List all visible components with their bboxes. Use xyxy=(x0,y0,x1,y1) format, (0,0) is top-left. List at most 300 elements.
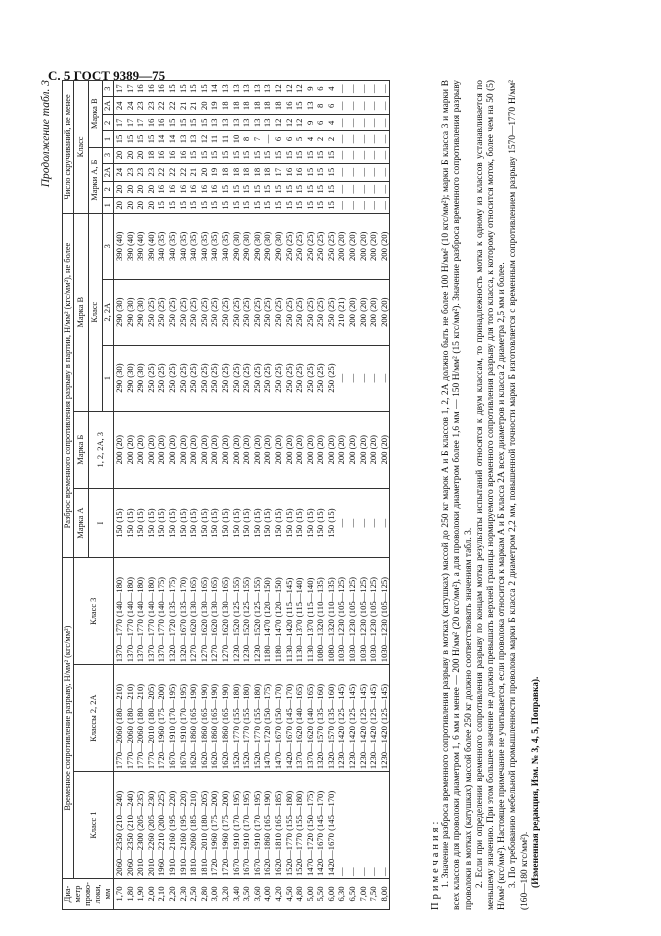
table-cell: 13 xyxy=(305,97,316,115)
table-row xyxy=(315,81,326,910)
table-cell: 15 xyxy=(241,197,252,213)
table-cell: 1230—1420 (125—145) xyxy=(368,665,379,772)
table-cell: 16 xyxy=(178,181,189,197)
table-cell: — xyxy=(379,81,390,97)
table-cell: 15 xyxy=(315,181,326,197)
table-row xyxy=(336,81,347,910)
table-cell: 200 (20) xyxy=(379,411,390,488)
table-cell: 13 xyxy=(209,115,220,131)
note-3: 3. По требованию мебельной промышленности проволока марки Б класса 2 диаметром 2,2 мм, повышенной точности марки Б изготовляется с временным сопротивлением разрыву 1570—1770 Н/мм² (160—180 кгс/мм²). xyxy=(508,80,530,910)
table-cell: 340 (35) xyxy=(167,213,178,279)
table-cell: 15 xyxy=(252,147,263,163)
table-cell: — xyxy=(347,197,358,213)
twist-ab-2: 2 xyxy=(103,181,114,197)
table-cell: — xyxy=(368,197,379,213)
table-cell: 1770—2060 (180—210) xyxy=(125,665,136,772)
table-cell: 15 xyxy=(326,163,337,181)
table-cell: 290 (30) xyxy=(231,213,242,279)
table-cell: 150 (15) xyxy=(125,488,136,557)
table-cell: 6 xyxy=(315,81,326,97)
table-cell: 1810—2010 (180—205) xyxy=(199,772,210,879)
table-cell: — xyxy=(379,115,390,131)
table-cell: 200 (20) xyxy=(368,279,379,345)
table-cell: 19 xyxy=(209,97,220,115)
table-cell: 200 (20) xyxy=(315,411,326,488)
table-row xyxy=(231,81,242,910)
table-cell: 150 (15) xyxy=(252,488,263,557)
table-cell: 11 xyxy=(209,131,220,147)
table-cell: 1720—1960 (175—200) xyxy=(156,665,167,772)
table-cell: 290 (30) xyxy=(125,345,136,411)
table-cell: 250 (25) xyxy=(305,279,316,345)
table-cell: 20 xyxy=(125,197,136,213)
table-cell: 20 xyxy=(114,147,125,163)
twist-ab-3: 3 xyxy=(103,147,114,163)
table-cell: 15 xyxy=(294,181,305,197)
table-cell: 1770—2060 (180—210) xyxy=(114,665,125,772)
table-cell: — xyxy=(379,147,390,163)
table-cell: 1270—1620 (130—165) xyxy=(188,558,199,665)
table-cell: 1470—1720 (150—175) xyxy=(262,665,273,772)
table-cell: 290 (30) xyxy=(125,279,136,345)
table-cell: 15 xyxy=(156,197,167,213)
table-cell: 15 xyxy=(231,197,242,213)
table-cell: 200 (20) xyxy=(336,411,347,488)
table-cell: 20 xyxy=(125,181,136,197)
table-cell: 15 xyxy=(188,81,199,97)
col-spread-header: Разброс временного сопротивления разрыву в партии, Н/мм² (кгс/мм²), не более xyxy=(63,213,74,557)
table-cell: 16 xyxy=(167,147,178,163)
table-cell: 1230—1420 (125—145) xyxy=(347,665,358,772)
table-cell: 2 xyxy=(326,131,337,147)
table-cell: 250 (25) xyxy=(315,345,326,411)
table-cell: 1670—1910 (170—195) xyxy=(231,772,242,879)
table-cell: 18 xyxy=(241,97,252,115)
sub-i: I xyxy=(88,488,114,557)
table-cell: 15 xyxy=(262,197,273,213)
table-cell: 250 (25) xyxy=(284,279,295,345)
table-cell: 15 xyxy=(305,181,316,197)
table-cell: 16 xyxy=(178,147,189,163)
table-cell: 1370—1770 (140—180) xyxy=(125,558,136,665)
table-cell: 1520—1770 (155—180) xyxy=(284,772,295,879)
table-cell: 250 (25) xyxy=(209,345,220,411)
table-cell: 200 (20) xyxy=(379,279,390,345)
table-cell: 250 (25) xyxy=(326,279,337,345)
table-cell: 200 (20) xyxy=(114,411,125,488)
table-cell: — xyxy=(379,345,390,411)
table-cell: — xyxy=(368,163,379,181)
table-cell: 16 xyxy=(156,181,167,197)
table-cell: 1230—1520 (125—155) xyxy=(231,558,242,665)
table-row xyxy=(156,81,167,910)
table-cell: 250 (25) xyxy=(156,345,167,411)
table-cell: 250 (25) xyxy=(326,213,337,279)
table-cell: 1520—1770 (155—180) xyxy=(252,665,263,772)
table-cell: — xyxy=(368,97,379,115)
table-cell: 1230—1420 (125—145) xyxy=(358,665,369,772)
table-cell: 13 xyxy=(178,131,189,147)
table-cell: 1270—1620 (130—165) xyxy=(209,558,220,665)
table-cell: 18 xyxy=(231,97,242,115)
table-cell: 1910—2160 (195—220) xyxy=(167,772,178,879)
table-cell: 200 (20) xyxy=(209,411,220,488)
table-cell: 250 (25) xyxy=(146,345,157,411)
table-body xyxy=(114,81,390,910)
table-cell: 18 xyxy=(262,97,273,115)
table-cell: 4 xyxy=(326,81,337,97)
cell-diameter: 1,80 xyxy=(125,879,136,910)
table-cell: 15 xyxy=(199,147,210,163)
table-cell: 1770—2010 (180—205) xyxy=(146,665,157,772)
cell-diameter: 5,50 xyxy=(315,879,326,910)
twist-ab-2a: 2А xyxy=(103,163,114,181)
table-cell: 1370—1620 (140—165) xyxy=(305,665,316,772)
table-row xyxy=(358,81,369,910)
table-cell: 15 xyxy=(135,131,146,147)
table-cell: 150 (15) xyxy=(294,488,305,557)
table-row xyxy=(379,81,390,910)
table-cell: — xyxy=(347,115,358,131)
table-cell: 18 xyxy=(262,163,273,181)
table-cell: 15 xyxy=(273,147,284,163)
table-cell: 200 (20) xyxy=(146,411,157,488)
table-cell: — xyxy=(347,345,358,411)
table-cell: 1420—1670 (145—170) xyxy=(326,772,337,879)
table-cell: 22 xyxy=(156,163,167,181)
table-cell: 15 xyxy=(305,163,316,181)
table-cell: 15 xyxy=(209,147,220,163)
table-cell: — xyxy=(358,345,369,411)
table-cell: — xyxy=(336,197,347,213)
table-row xyxy=(347,81,358,910)
table-row xyxy=(135,81,146,910)
table-cell: 1080—1320 (110—135) xyxy=(315,558,326,665)
table-cell: 250 (25) xyxy=(231,345,242,411)
cell-diameter: 5,00 xyxy=(305,879,316,910)
table-cell: 20 xyxy=(199,163,210,181)
table-cell: 24 xyxy=(114,163,125,181)
table-cell: 16 xyxy=(146,115,157,131)
table-cell: — xyxy=(262,131,273,147)
table-cell: — xyxy=(336,163,347,181)
cell-diameter: 2,20 xyxy=(167,879,178,910)
cell-diameter: 2,00 xyxy=(146,879,157,910)
table-cell: 200 (20) xyxy=(231,411,242,488)
table-cell: 340 (35) xyxy=(178,213,189,279)
twist-v-2: 2 xyxy=(103,115,114,131)
table-cell: 1270—1620 (130—165) xyxy=(220,558,231,665)
table-row xyxy=(146,81,157,910)
table-row xyxy=(167,81,178,910)
table-cell: 6 xyxy=(273,131,284,147)
table-cell: 250 (25) xyxy=(294,345,305,411)
table-cell: 14 xyxy=(167,131,178,147)
table-row xyxy=(368,81,379,910)
table-cell: 250 (25) xyxy=(252,345,263,411)
table-cell: 210 (21) xyxy=(336,279,347,345)
table-cell: 9 xyxy=(305,81,316,97)
table-cell: 340 (35) xyxy=(156,213,167,279)
cell-diameter: 2,50 xyxy=(188,879,199,910)
table-cell: 15 xyxy=(167,115,178,131)
wire-properties-table xyxy=(62,80,390,910)
table-cell: 15 xyxy=(178,81,189,97)
table-cell: 1230—1520 (125—155) xyxy=(241,558,252,665)
table-cell: 200 (20) xyxy=(347,411,358,488)
table-cell: 1520—1770 (155—180) xyxy=(231,665,242,772)
table-cell: 250 (25) xyxy=(209,279,220,345)
table-cell: 1080—1320 (110—135) xyxy=(326,558,337,665)
table-cell: 18 xyxy=(252,163,263,181)
table-cell: 16 xyxy=(284,97,295,115)
table-cell: — xyxy=(347,131,358,147)
table-cell: — xyxy=(347,163,358,181)
table-cell: 23 xyxy=(146,163,157,181)
table-cell: 13 xyxy=(241,115,252,131)
table-cell: 15 xyxy=(284,147,295,163)
table-cell: 15 xyxy=(241,147,252,163)
table-cell: 16 xyxy=(156,115,167,131)
table-cell: 250 (25) xyxy=(178,279,189,345)
table-cell: 21 xyxy=(178,97,189,115)
table-cell: 390 (40) xyxy=(114,213,125,279)
table-cell: 23 xyxy=(135,97,146,115)
table-cell: 250 (25) xyxy=(178,345,189,411)
table-cell: 200 (20) xyxy=(167,411,178,488)
table-cell: 150 (15) xyxy=(156,488,167,557)
table-cell: 1230—1520 (125—155) xyxy=(252,558,263,665)
table-row xyxy=(114,81,125,910)
table-cell: 250 (25) xyxy=(284,213,295,279)
table-cell: 290 (30) xyxy=(252,213,263,279)
note-1: 1. Значение разброса временного сопротивления разрыву в мотках (катушках) массой до 250 кг марок А и Б классов 1, 2, 2А должно быть не более 100 Н/мм² (10 кгс/мм²); марки Б класса 3 и марки В всех классов для проволоки диаметром 1, 6 мм и менее — 200 Н/мм² (20 кгс/мм²), а для проволоки диаметром более 1,6 мм — 150 Н/мм² (15 кгс/мм²). Значение разброса временного сопротивления разрыву проволоки в мотках (катушках) массой более 250 кг должно соответствовать значениям табл. 3. xyxy=(441,80,474,910)
table-cell: 20 xyxy=(125,147,136,163)
table-cell: 340 (35) xyxy=(220,213,231,279)
table-cell: 290 (30) xyxy=(241,213,252,279)
table-cell: 18 xyxy=(231,163,242,181)
table-cell: 250 (25) xyxy=(199,279,210,345)
table-cell: 250 (25) xyxy=(294,279,305,345)
table-cell: 2 xyxy=(315,131,326,147)
table-cell: 18 xyxy=(146,147,157,163)
table-cell: 15 xyxy=(284,181,295,197)
table-cell: 16 xyxy=(199,181,210,197)
table-cell: — xyxy=(379,131,390,147)
table-cell: 12 xyxy=(294,115,305,131)
table-cell: 1320—1570 (135—160) xyxy=(326,665,337,772)
table-cell: 1720—1960 (175—200) xyxy=(220,772,231,879)
table-cell: 1520—1770 (155—180) xyxy=(241,665,252,772)
table-cell: 200 (20) xyxy=(220,411,231,488)
table-cell: 200 (20) xyxy=(241,411,252,488)
table-cell: 22 xyxy=(167,163,178,181)
table-cell: 340 (35) xyxy=(199,213,210,279)
table-cell: — xyxy=(347,181,358,197)
table-cell: 1370—1770 (140—180) xyxy=(114,558,125,665)
table-cell: — xyxy=(368,147,379,163)
table-cell: 1670—1910 (170—195) xyxy=(178,665,189,772)
table-row xyxy=(178,81,189,910)
table-cell: 1030—1230 (105—125) xyxy=(379,558,390,665)
table-cell: — xyxy=(336,488,347,557)
table-cell: — xyxy=(347,488,358,557)
table-cell: 15 xyxy=(305,147,316,163)
table-cell: 4 xyxy=(326,115,337,131)
table-cell: 6 xyxy=(284,131,295,147)
table-cell: 1420—1670 (145—170) xyxy=(284,665,295,772)
table-cell: — xyxy=(368,772,379,879)
table-cell: 250 (25) xyxy=(294,213,305,279)
table-cell: 200 (20) xyxy=(284,411,295,488)
table-cell: 18 xyxy=(252,97,263,115)
table-cell: — xyxy=(379,488,390,557)
table-cell: 21 xyxy=(188,163,199,181)
table-cell: 1320—1670 (135—170) xyxy=(178,558,189,665)
table-cell: 250 (25) xyxy=(167,279,178,345)
col-diameter-header: Диа-метр прово-локи, мм xyxy=(63,879,114,910)
table-row xyxy=(199,81,210,910)
table-cell: 17 xyxy=(125,115,136,131)
table-row xyxy=(262,81,273,910)
table-cell: 20 xyxy=(114,197,125,213)
table-cell: — xyxy=(336,181,347,197)
table-cell: 18 xyxy=(273,97,284,115)
rotated-page-content xyxy=(40,80,630,910)
table-cell: 20 xyxy=(146,197,157,213)
table-cell: 21 xyxy=(188,97,199,115)
table-cell: 1420—1670 (145—170) xyxy=(315,772,326,879)
table-cell: 250 (25) xyxy=(284,345,295,411)
table-cell: 15 xyxy=(315,163,326,181)
table-cell: 2010—2260 (205—230) xyxy=(146,772,157,879)
table-cell: 1770—2060 (180—210) xyxy=(135,665,146,772)
twist-v-1: 1 xyxy=(103,131,114,147)
table-cell: — xyxy=(358,131,369,147)
table-row xyxy=(125,81,136,910)
table-cell: 200 (20) xyxy=(379,213,390,279)
col-twists-header: Число скручиваний, не менее xyxy=(63,81,74,214)
table-cell: 16 xyxy=(167,181,178,197)
table-cell: 13 xyxy=(220,81,231,97)
table-cell: 1670—1910 (170—195) xyxy=(167,665,178,772)
table-cell: 22 xyxy=(167,97,178,115)
table-cell: 1810—2060 (185—210) xyxy=(188,772,199,879)
table-cell: 290 (30) xyxy=(135,345,146,411)
table-cell: 200 (20) xyxy=(252,411,263,488)
table-cell: 200 (20) xyxy=(125,411,136,488)
table-cell: 200 (20) xyxy=(358,279,369,345)
table-row xyxy=(326,81,337,910)
table-cell: 12 xyxy=(273,81,284,97)
col-marka-v-header: Марка В xyxy=(74,213,89,411)
table-cell: 20 xyxy=(146,181,157,197)
table-cell: 250 (25) xyxy=(273,279,284,345)
table-cell: 15 xyxy=(125,131,136,147)
table-cell: 15 xyxy=(188,147,199,163)
table-cell: — xyxy=(358,115,369,131)
table-cell: 340 (35) xyxy=(188,213,199,279)
table-cell: 250 (25) xyxy=(241,279,252,345)
table-cell: — xyxy=(368,131,379,147)
table-cell: 5 xyxy=(294,131,305,147)
table-cell: — xyxy=(368,115,379,131)
table-cell: 13 xyxy=(231,81,242,97)
table-cell: 15 xyxy=(209,197,220,213)
table-cell: 250 (25) xyxy=(188,345,199,411)
table-cell: 8 xyxy=(241,131,252,147)
table-cell: 16 xyxy=(294,163,305,181)
table-cell: 14 xyxy=(209,81,220,97)
cell-diameter: 4,80 xyxy=(294,879,305,910)
table-cell: 24 xyxy=(114,97,125,115)
table-cell: 15 xyxy=(252,181,263,197)
table-cell: 150 (15) xyxy=(262,488,273,557)
table-cell: 15 xyxy=(315,197,326,213)
table-cell: 13 xyxy=(220,115,231,131)
table-cell: 12 xyxy=(199,131,210,147)
table-cell: 150 (15) xyxy=(114,488,125,557)
table-cell: 6 xyxy=(326,97,337,115)
table-cell: 1470—1670 (150—170) xyxy=(273,665,284,772)
table-cell: 1620—1860 (165—190) xyxy=(188,665,199,772)
table-cell: — xyxy=(379,97,390,115)
table-cell: 13 xyxy=(252,115,263,131)
table-cell: 8 xyxy=(315,97,326,115)
table-cell: 16 xyxy=(146,81,157,97)
table-cell: — xyxy=(358,197,369,213)
table-cell: 15 xyxy=(273,197,284,213)
twist-v-2a: 2А xyxy=(103,97,114,115)
table-cell: 1030—1230 (105—125) xyxy=(336,558,347,665)
table-cell: 200 (20) xyxy=(262,411,273,488)
table-cell: 150 (15) xyxy=(167,488,178,557)
cell-diameter: 7,50 xyxy=(368,879,379,910)
table-cell: 20 xyxy=(199,97,210,115)
table-row xyxy=(294,81,305,910)
table-cell: 11 xyxy=(220,131,231,147)
table-cell: 6 xyxy=(315,115,326,131)
table-cell: 150 (15) xyxy=(209,488,220,557)
sub-klass-1: 1 xyxy=(103,345,114,411)
table-cell: 390 (40) xyxy=(125,213,136,279)
col-marka-b-header: Марка Б xyxy=(74,411,89,488)
table-cell: 12 xyxy=(284,81,295,97)
table-cell: 15 xyxy=(199,81,210,97)
table-cell: 12 xyxy=(273,115,284,131)
cell-diameter: 7,00 xyxy=(358,879,369,910)
table-cell: 20 xyxy=(135,181,146,197)
table-cell: 16 xyxy=(209,181,220,197)
table-cell: 15 xyxy=(315,147,326,163)
sub-klass-22a: 2, 2А xyxy=(103,279,114,345)
table-cell: 1030—1230 (105—125) xyxy=(347,558,358,665)
table-cell: 23 xyxy=(125,163,136,181)
note-2: 2. Если при определении временного сопротивления разрыву по концам мотка результаты испытаний относятся к двум классам, то принадлежность мотка к одному из классов устанавливается по меньшему значению. При этом большее значение не должно превышать верхней границы нормируемого временного сопротивления разрыву для того класса, к которому относится моток, более чем на 50 (5) Н/мм² (кгс/мм²). Настоящее примечание не учитывается, если проволока относится к маркам А и Б класса 2А всех диаметров и класса 2 диаметра 2,5 мм и более. xyxy=(474,80,508,910)
continuation-label: Продолжение табл. 3 xyxy=(40,80,52,188)
table-cell: 290 (30) xyxy=(135,279,146,345)
table-row xyxy=(305,81,316,910)
table-cell: 4 xyxy=(305,131,316,147)
table-cell: 15 xyxy=(178,115,189,131)
table-cell: 15 xyxy=(199,197,210,213)
table-cell: — xyxy=(358,181,369,197)
table-cell: 1370—1770 (140—180) xyxy=(146,558,157,665)
table-cell: 13 xyxy=(262,115,273,131)
cell-diameter: 1,90 xyxy=(135,879,146,910)
table-cell: — xyxy=(336,115,347,131)
table-cell: — xyxy=(368,81,379,97)
